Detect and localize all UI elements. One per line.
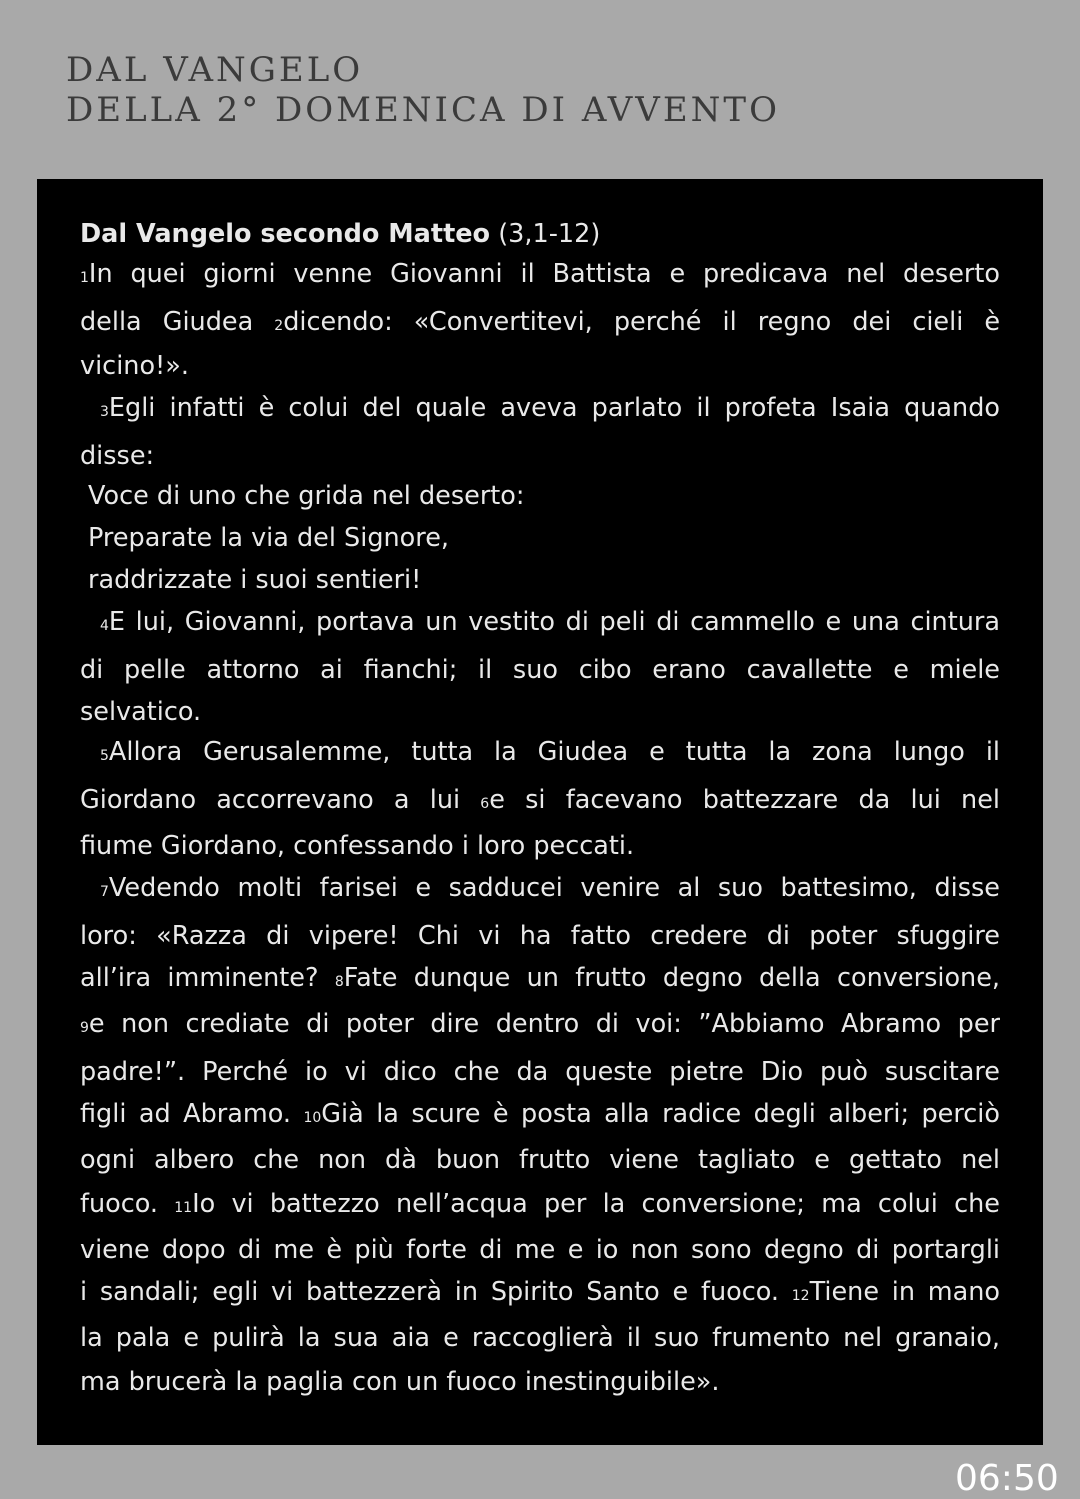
verse-number: 10 [303,1110,322,1126]
text-line [80,1323,1000,1353]
verse-text: all’ira imminente? [80,963,335,993]
text-line [80,441,1000,471]
verse-text: dicendo: «Convertitevi, perché il regno dei cieli è [283,307,1001,337]
verse-text: fiume Giordano, confessando i loro peccati. [80,831,635,861]
verse-number: 5 [100,748,109,764]
verse-text: Voce di uno che grida nel deserto: [88,481,525,511]
reading-heading [80,219,1000,249]
verse-text: Già la scure è posta alla radice degli alberi; perciò [321,1099,1000,1129]
verse-text: della Giudea [80,307,275,337]
verse-number: 9 [80,1020,89,1036]
text-line [80,1057,1000,1087]
text-line [80,737,1000,767]
verse-text: e non crediate di poter dire dentro di voi: ”Abbiamo Abramo per [88,1009,1000,1039]
text-line [80,1145,1000,1175]
verse-text: vicino!». [80,351,189,381]
verse-number: 3 [100,404,109,420]
text-line [80,259,1000,289]
verse-number: 12 [791,1288,810,1304]
verse-text: di pelle attorno ai fianchi; il suo cibo erano cavallette e miele [80,655,1000,685]
verse-number: 2 [274,318,284,334]
reading-title: Dal Vangelo secondo Matteo [80,219,491,249]
verse-text: la pala e pulirà la sua aia e raccoglierà il suo frumento nel granaio, [80,1323,1000,1353]
verse-text: selvatico. [80,697,202,727]
text-line [80,1189,1000,1219]
verse-text: Allora Gerusalemme, tutta la Giudea e tutta la zona lungo il [108,737,1000,767]
verse-text: Vedendo molti farisei e sadducei venire al suo battesimo, disse [108,873,1000,903]
text-line [80,1367,1000,1397]
verse-text: figli ad Abramo. [80,1099,304,1129]
verse-text: Egli infatti è colui del quale aveva parlato il profeta Isaia quando [108,393,1000,423]
verse-number: 11 [174,1200,193,1216]
verse-text: fuoco. [80,1189,175,1219]
verse-text: raddrizzate i suoi sentieri! [88,565,422,595]
verse-text: In quei giorni venne Giovanni il Battista e predicava nel deserto [88,259,1000,289]
gospel-panel [37,179,1043,1445]
text-line [80,655,1000,685]
text-line [80,697,1000,727]
verse-number: 6 [480,796,490,812]
text-line [80,785,1000,815]
text-line [80,1099,1000,1129]
verse-text: Fate dunque un frutto degno della conversione, [343,963,1000,993]
verse-text: padre!”. Perché io vi dico che da queste pietre Dio può suscitare [80,1057,1000,1087]
header-line-1: DAL VANGELO [66,50,364,90]
text-line [80,481,1000,511]
verse-text: E lui, Giovanni, portava un vestito di peli di cammello e una cintura [108,607,1000,637]
text-line [80,1009,1000,1039]
text-line [80,1277,1000,1307]
verse-number: 8 [334,974,344,990]
verse-text: Giordano accorrevano a lui [80,785,481,815]
text-line [80,351,1000,381]
text-line [80,393,1000,423]
reading-reference: (3,1-12) [498,219,601,249]
verse-number: 4 [100,618,109,634]
verse-text: Io vi battezzo nell’acqua per la conversione; ma colui che [192,1189,1000,1219]
text-line [80,873,1000,903]
text-line [80,921,1000,951]
page-header [66,50,780,130]
verse-number: 7 [100,884,109,900]
text-line [80,963,1000,993]
verse-text: ma brucerà la paglia con un fuoco inestinguibile». [80,1367,720,1397]
status-clock: 06:50 [955,1458,1059,1499]
verse-text: Tiene in mano [809,1277,1001,1307]
verse-number: 1 [80,270,89,286]
text-line [80,831,1000,861]
verse-text: ogni albero che non dà buon frutto viene tagliato e gettato nel [80,1145,1000,1175]
text-line [80,307,1000,337]
text-line [80,523,1000,553]
verse-text: e si facevano battezzare da lui nel [489,785,1000,815]
verse-text: Preparate la via del Signore, [88,523,449,553]
verse-text: loro: «Razza di vipere! Chi vi ha fatto credere di poter sfuggire [80,921,1000,951]
header-line-2: DELLA 2° DOMENICA DI AVVENTO [66,90,780,130]
text-line [80,1235,1000,1265]
text-line [80,565,1000,595]
verse-text: i sandali; egli vi battezzerà in Spirito Santo e fuoco. [80,1277,792,1307]
verse-text: viene dopo di me è più forte di me e io non sono degno di portargli [80,1235,1000,1265]
verse-text: disse: [80,441,155,471]
text-line [80,607,1000,637]
